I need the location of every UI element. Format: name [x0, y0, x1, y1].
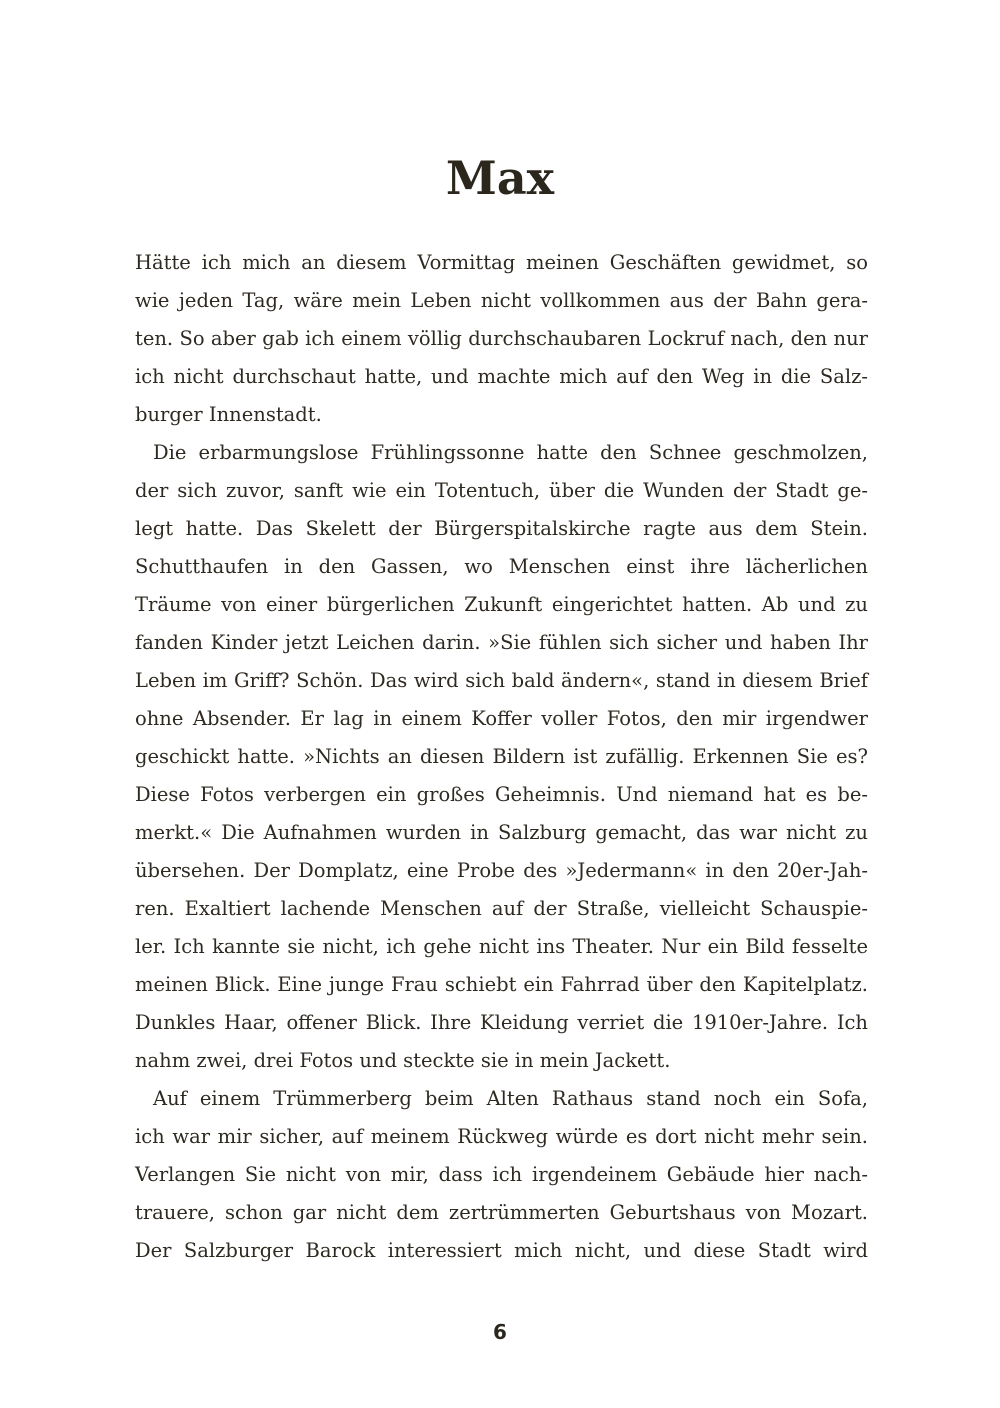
text-line: Träume von einer bürgerlichen Zukunft eingerichtet hatten. Ab und zu: [135, 593, 868, 616]
text-line: wie jeden Tag, wäre mein Leben nicht vollkommen aus der Bahn gera-: [135, 289, 868, 312]
text-line: legt hatte. Das Skelett der Bürgerspitalskirche ragte aus dem Stein.: [135, 517, 868, 540]
paragraph: [135, 244, 868, 434]
text-line: Die erbarmungslose Frühlingssonne hatte den Schnee geschmolzen,: [153, 441, 868, 464]
text-line: übersehen. Der Domplatz, eine Probe des »Jedermann« in den 20er-Jah-: [135, 859, 868, 882]
chapter-body: [135, 244, 868, 1270]
text-line: der sich zuvor, sanft wie ein Totentuch, über die Wunden der Stadt ge-: [135, 479, 868, 502]
text-line: merkt.« Die Aufnahmen wurden in Salzburg gemacht, das war nicht zu: [135, 821, 868, 844]
text-line: burger Innenstadt.: [135, 403, 322, 426]
text-line: ten. So aber gab ich einem völlig durchschaubaren Lockruf nach, den nur: [135, 327, 868, 350]
paragraph: [135, 434, 868, 1080]
text-line: ohne Absender. Er lag in einem Koffer voller Fotos, den mir irgendwer: [135, 707, 868, 730]
text-line: ren. Exaltiert lachende Menschen auf der Straße, vielleicht Schauspie-: [135, 897, 868, 920]
text-line: trauere, schon gar nicht dem zertrümmerten Geburtshaus von Mozart.: [135, 1201, 868, 1224]
text-line: nahm zwei, drei Fotos und steckte sie in mein Jackett.: [135, 1049, 671, 1072]
text-line: geschickt hatte. »Nichts an diesen Bildern ist zufällig. Erkennen Sie es?: [135, 745, 868, 768]
text-line: meinen Blick. Eine junge Frau schiebt ein Fahrrad über den Kapitelplatz.: [135, 973, 868, 996]
text-line: Dunkles Haar, offener Blick. Ihre Kleidung verriet die 1910er-Jahre. Ich: [135, 1011, 868, 1034]
text-line: Leben im Griff? Schön. Das wird sich bald ändern«, stand in diesem Brief: [135, 669, 868, 692]
text-line: Verlangen Sie nicht von mir, dass ich irgendeinem Gebäude hier nach-: [135, 1163, 868, 1186]
text-line: Schutthaufen in den Gassen, wo Menschen einst ihre lächerlichen: [135, 555, 868, 578]
text-line: ler. Ich kannte sie nicht, ich gehe nicht ins Theater. Nur ein Bild fesselte: [135, 935, 868, 958]
chapter-title: Max: [445, 151, 555, 205]
text-line: Hätte ich mich an diesem Vormittag meinen Geschäften gewidmet, so: [135, 251, 868, 274]
text-line: Auf einem Trümmerberg beim Alten Rathaus stand noch ein Sofa,: [153, 1087, 868, 1110]
text-line: Diese Fotos verbergen ein großes Geheimnis. Und niemand hat es be-: [135, 783, 868, 806]
paragraph: [135, 1080, 868, 1270]
page-number: 6: [493, 1320, 507, 1344]
text-line: ich war mir sicher, auf meinem Rückweg würde es dort nicht mehr sein.: [135, 1125, 868, 1148]
text-line: fanden Kinder jetzt Leichen darin. »Sie fühlen sich sicher und haben Ihr: [135, 631, 868, 654]
text-line: Der Salzburger Barock interessiert mich nicht, und diese Stadt wird: [135, 1239, 868, 1262]
text-line: ich nicht durchschaut hatte, und machte mich auf den Weg in die Salz-: [135, 365, 868, 388]
